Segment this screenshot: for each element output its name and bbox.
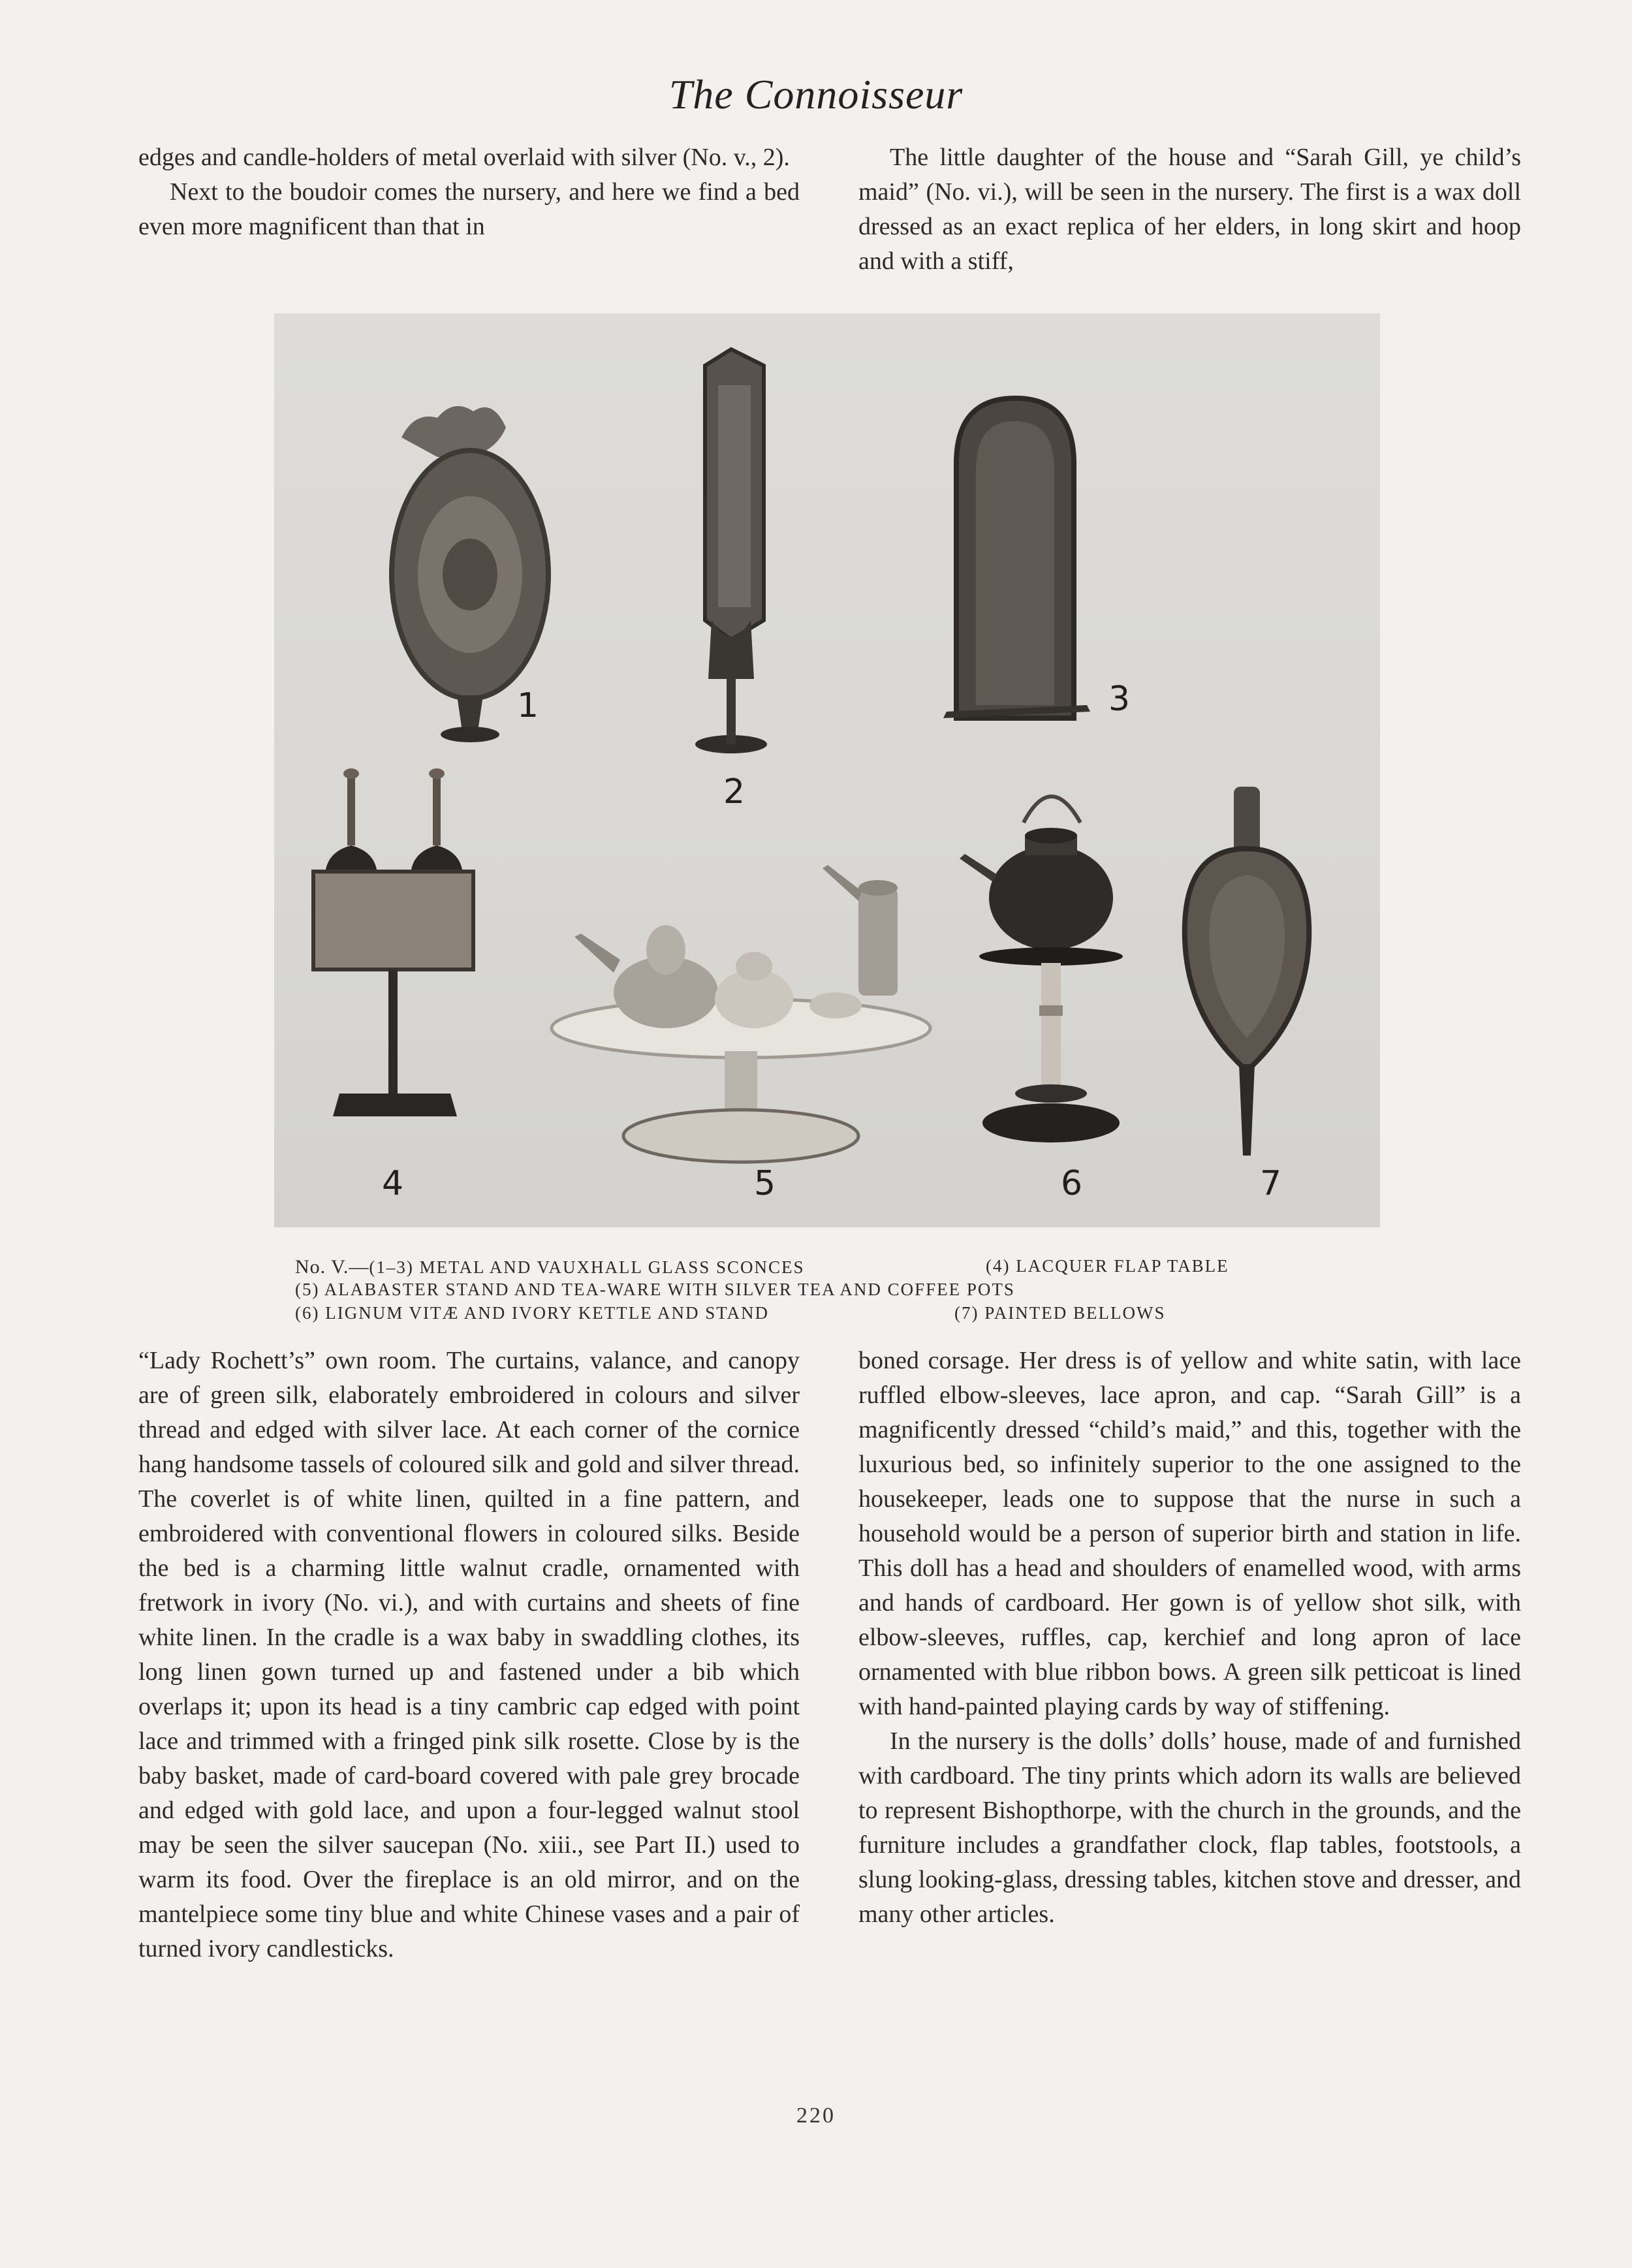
page-number: 220 (796, 2103, 836, 2128)
caption-item: (5) ALABASTER STAND AND TEA-WARE WITH SILVER TEA AND COFFEE POTS (295, 1280, 1015, 1299)
column-bottom-left (138, 1344, 800, 1966)
figure-label-5: 5 (754, 1164, 776, 1203)
figure-label-3: 3 (1108, 680, 1131, 719)
paragraph: Next to the boudoir comes the nursery, and here we find a bed even more magnificent than that in (138, 178, 800, 240)
figure-photograph (274, 313, 1380, 1227)
paragraph: boned corsage. Her dress is of yellow and white satin, with lace ruffled elbow-sleeves, lace apron, and cap. “Sarah Gill” is a magnificently dressed “child’s maid,” and this, together with the luxurious bed, so infinitely superior to the one assigned to the housekeeper, leads one to suppose that the nurse in such a household would be a person of superior birth and station in life. This doll has a head and shoulders of enamelled wood, with arms and hands of cardboard. Her gown is of yellow shot silk, with elbow-sleeves, ruffles, cap, kerchief and long apron of lace ornamented with blue ribbon bows. A green silk petticoat is lined with hand-painted playing cards by way of stiffening. (858, 1347, 1521, 1720)
figure-caption-line-1 (295, 1256, 1340, 1278)
figure-label-7: 7 (1260, 1164, 1282, 1203)
paragraph: In the nursery is the dolls’ dolls’ house, made of and furnished with cardboard. The tiny prints which adorn its walls are believed to represent Bishopthorpe, with the church in the grounds, and the furniture includes a grandfather clock, flap tables, footstools, a slung looking-glass, dressing tables, kitchen stove and dresser, and many other articles. (858, 1727, 1521, 1928)
kettle-6-image (960, 796, 1123, 1142)
figure-caption-line-3 (295, 1303, 1340, 1323)
sconce-3-image (943, 398, 1090, 718)
column-top-left (138, 140, 800, 244)
figure-label-4: 4 (382, 1164, 404, 1203)
paragraph: “Lady Rochett’s” own room. The curtains, valance, and canopy are of green silk, elaborately embroidered in colours and silver thread and edged with silver lace. At each corner of the cornice hang handsome tassels of coloured silk and gold and silver thread. The coverlet is of white linen, quilted in a fine pattern, and embroidered with conventional flowers in coloured silks. Beside the bed is a charming little walnut cradle, ornamented with fretwork in ivory (No. vi.), and with curtains and sheets of fine white linen. In the cradle is a wax baby in swaddling clothes, its long linen gown turned up and fastened under a bib which overlaps it; upon its head is a tiny cambric cap edged with point lace and trimmed with a fringed pink silk rosette. Close by is the baby basket, made of card-board covered with pale grey brocade and edged with gold lace, and upon a four-legged walnut stool may be seen the silver saucepan (No. xiii., see Part II.) used to warm its food. Over the fireplace is an old mirror, and on the mantelpiece some tiny blue and white Chinese vases and a pair of turned ivory candlesticks. (138, 1347, 800, 1962)
figure-label-1: 1 (517, 686, 539, 725)
bellows-7-image (1185, 787, 1309, 1156)
paragraph: edges and candle-holders of metal overlaid with silver (No. v., 2). (138, 144, 790, 171)
figure-caption-line-2 (295, 1280, 1340, 1300)
caption-item: (1–3) METAL AND VAUXHALL GLASS SCONCES (369, 1257, 805, 1277)
figure-label-2: 2 (723, 772, 745, 811)
column-top-right (858, 140, 1521, 279)
paragraph: The little daughter of the house and “Sarah Gill, ye child’s maid” (No. vi.), will be seen in the nursery. The first is a wax doll dressed as an exact replica of her elders, in long skirt and hoop and with a stiff, (858, 144, 1521, 275)
figure-plate (274, 313, 1380, 1227)
sconce-2-image (695, 349, 767, 753)
figure-label-6: 6 (1061, 1164, 1083, 1203)
table-4-image (313, 768, 473, 1116)
teaset-5-image (552, 865, 930, 1162)
running-head: The Connoisseur (668, 71, 964, 118)
caption-item: (4) LACQUER FLAP TABLE (986, 1256, 1229, 1276)
caption-lead: No. V.— (295, 1256, 369, 1278)
caption-item: (7) PAINTED BELLOWS (954, 1303, 1166, 1323)
caption-item: (6) LIGNUM VITÆ AND IVORY KETTLE AND STAND (295, 1303, 770, 1323)
column-bottom-right (858, 1344, 1521, 1932)
